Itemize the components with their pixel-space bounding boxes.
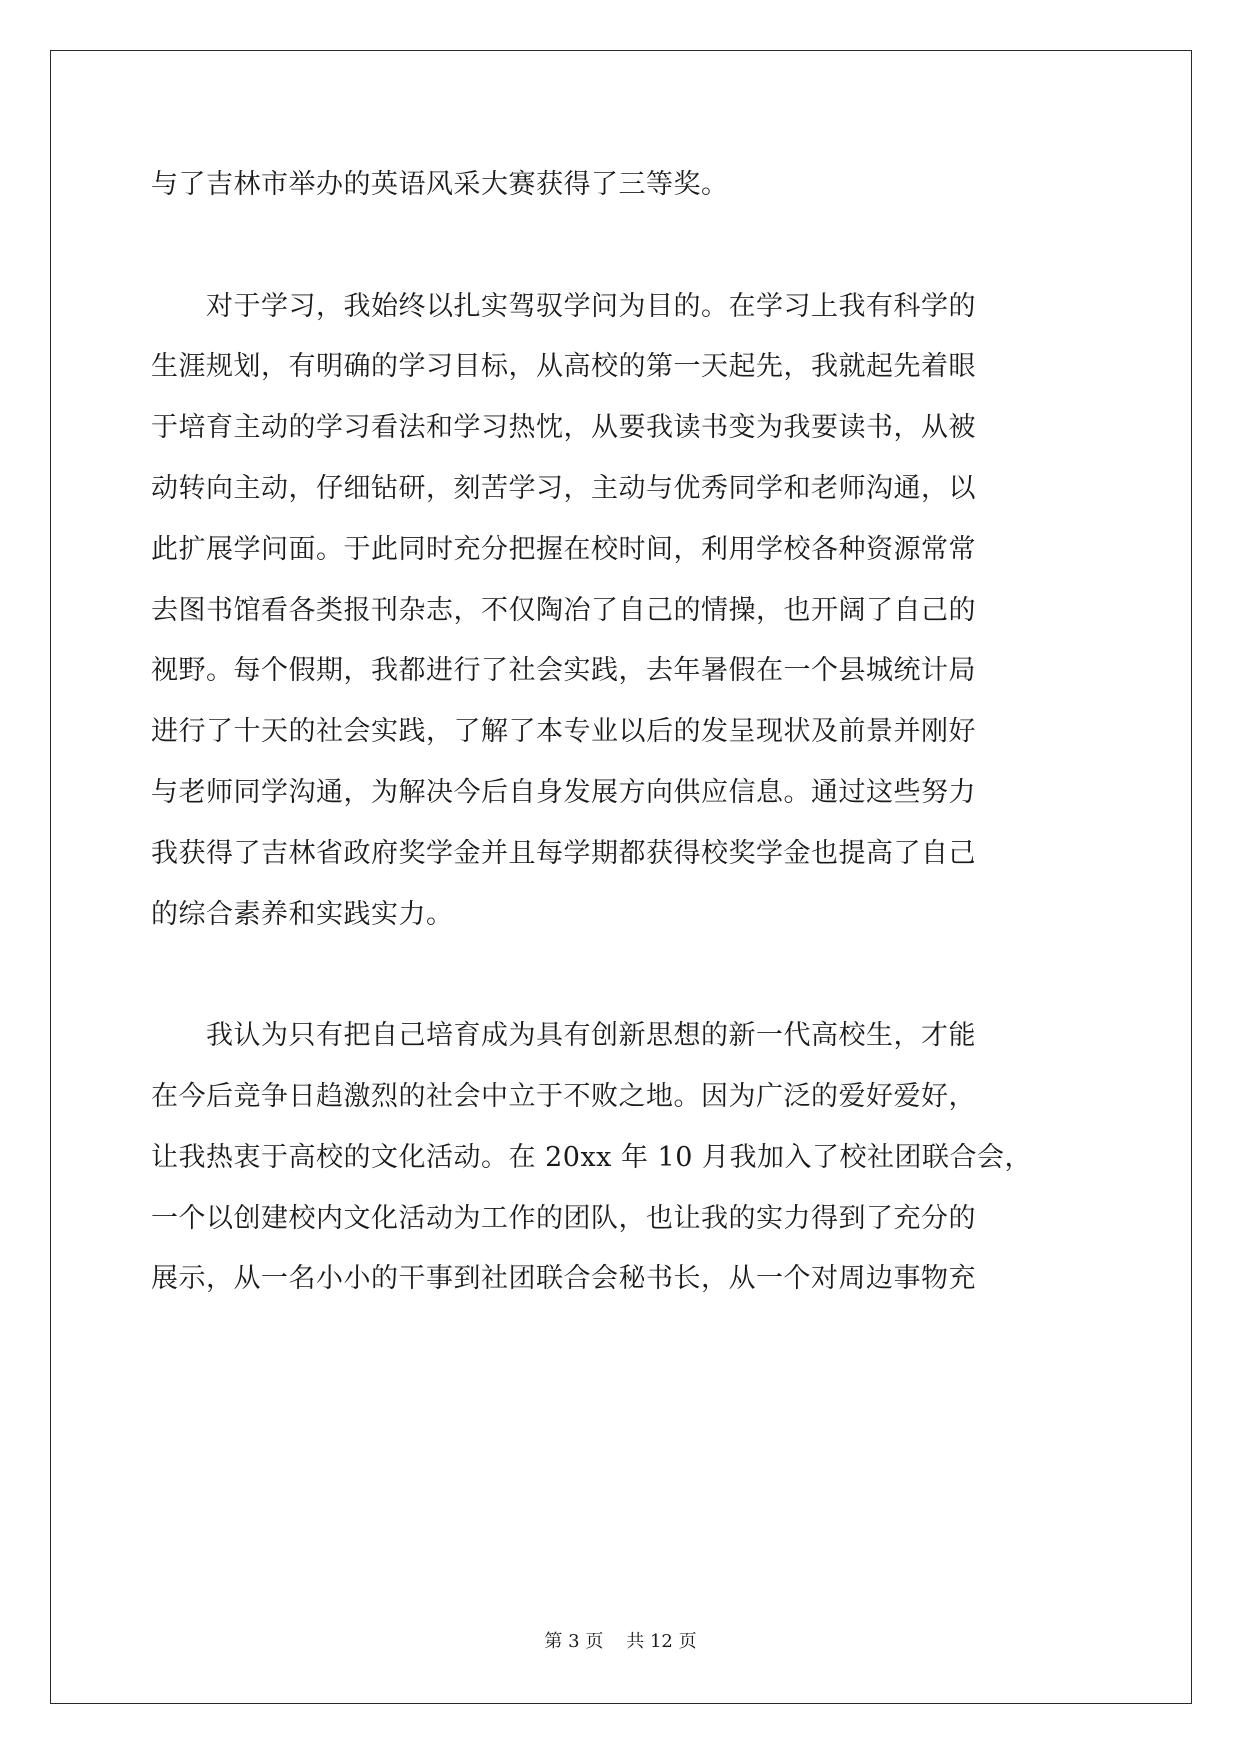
text-line: 我认为只有把自己培育成为具有创新思想的新一代高校生，才能 — [151, 1020, 976, 1052]
text-line: 此扩展学问面。于此同时充分把握在校时间，利用学校各种资源常常 — [151, 533, 976, 565]
text-line: 展示，从一名小小的干事到社团联合会秘书长，从一个对周边事物充 — [151, 1263, 976, 1295]
text-line: 去图书馆看各类报刊杂志，不仅陶冶了自己的情操，也开阔了自己的 — [151, 594, 976, 626]
page-footer — [0, 1627, 1241, 1653]
text-line: 与了吉林市举办的英语风采大赛获得了三等奖。 — [151, 169, 729, 200]
text-line: 我获得了吉林省政府奖学金并且每学期都获得校奖学金也提高了自己 — [151, 837, 976, 869]
text-line: 的综合素养和实践实力。 — [151, 898, 454, 930]
text-line: 动转向主动，仔细钻研，刻苦学习，主动与优秀同学和老师沟通，以 — [151, 472, 976, 504]
text-line: 于培育主动的学习看法和学习热忱，从要我读书变为我要读书，从被 — [151, 412, 976, 444]
blank-line — [151, 216, 1103, 277]
text-line: 生涯规划，有明确的学习目标，从高校的第一天起先，我就起先着眼 — [151, 351, 976, 383]
page-total: 共 12 页 — [626, 1631, 697, 1652]
document-body — [151, 155, 1103, 1310]
page-number: 第 3 页 — [544, 1631, 604, 1652]
text-line: 一个以创建校内文化活动为工作的团队，也让我的实力得到了充分的 — [151, 1202, 976, 1234]
blank-line — [151, 945, 1103, 1006]
text-line: 视野。每个假期，我都进行了社会实践，去年暑假在一个县城统计局 — [151, 655, 976, 687]
text-line: 对于学习，我始终以扎实驾驭学问为目的。在学习上我有科学的 — [151, 290, 976, 322]
text-line: 与老师同学沟通，为解决今后自身发展方向供应信息。通过这些努力 — [151, 776, 976, 808]
footer-gap — [603, 1631, 626, 1652]
text-line: 进行了十天的社会实践，了解了本专业以后的发呈现状及前景并刚好 — [151, 716, 976, 748]
text-line: 让我热衷于高校的文化活动。在 20xx 年 10 月我加入了校社团联合会， — [151, 1141, 1032, 1173]
text-line: 在今后竞争日趋激烈的社会中立于不败之地。因为广泛的爱好爱好， — [151, 1080, 976, 1112]
